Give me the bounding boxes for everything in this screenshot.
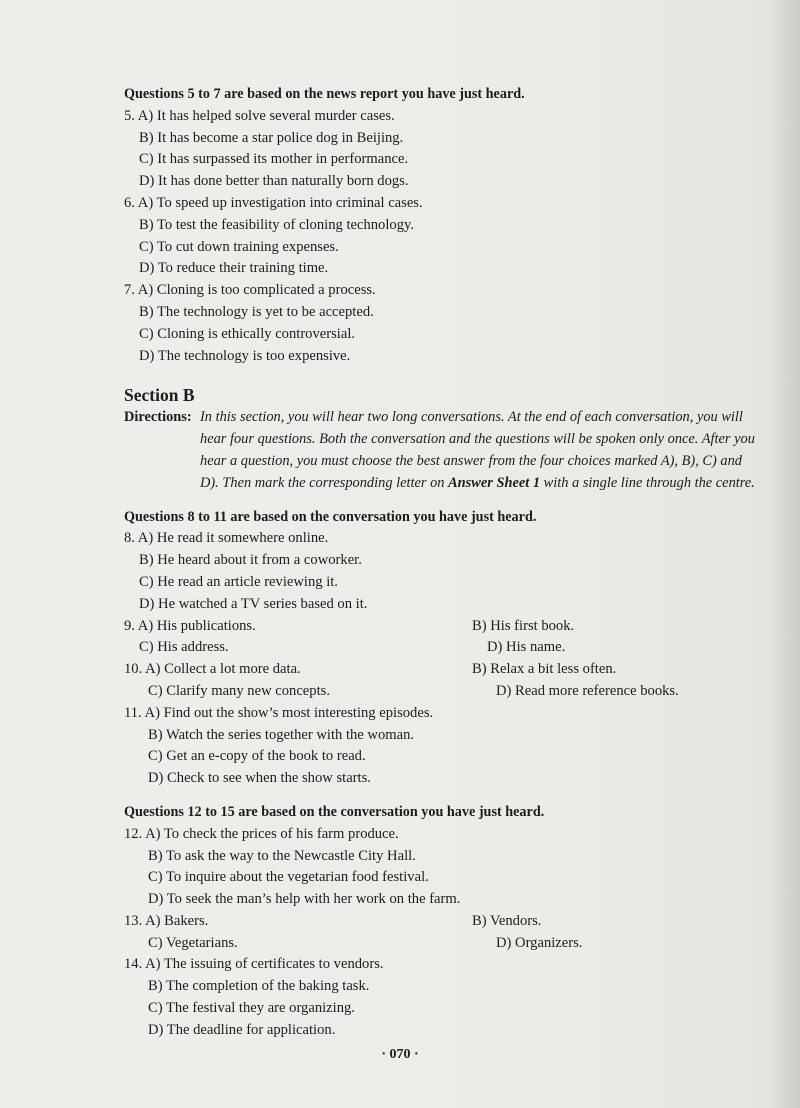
q13-option-d: D) Organizers. — [496, 934, 583, 951]
q14-option-b: B) The completion of the baking task. — [148, 978, 370, 995]
q11-option-d: D) Check to see when the show starts. — [148, 770, 371, 787]
q5-option-d: D) It has done better than naturally born dogs. — [139, 173, 409, 190]
q5-option-c: C) It has surpassed its mother in performance. — [139, 151, 409, 168]
q10-option-b: B) Relax a bit less often. — [472, 661, 617, 678]
q11-option-c: C) Get an e-copy of the book to read. — [148, 748, 366, 765]
page-number: · 070 · — [381, 1047, 419, 1062]
answer-sheet-ref: Answer Sheet 1 — [448, 474, 541, 491]
q11-option-a: 11. A) Find out the show’s most interesting episodes. — [124, 704, 434, 721]
q9-option-d: D) His name. — [487, 639, 566, 656]
q13-option-c: C) Vegetarians. — [148, 934, 238, 951]
q5-option-b: B) It has become a star police dog in Beijing. — [139, 129, 404, 146]
q9-option-b: B) His first book. — [472, 617, 575, 634]
directions-line-3: hear a question, you must choose the best answer from the four choices marked A), B), C) and — [200, 452, 742, 469]
directions-line-2: hear four questions. Both the conversation and the questions will be spoken only once. After you — [200, 431, 755, 448]
q13-option-a: 13. A) Bakers. — [124, 912, 209, 929]
q9-option-c: C) His address. — [139, 639, 229, 656]
q13-row-2 — [124, 933, 784, 955]
q8-option-b: B) He heard about it from a coworker. — [139, 552, 362, 569]
q12-option-d: D) To seek the man’s help with her work on the farm. — [148, 891, 461, 908]
directions-line-4-post: with a single line through the centre. — [540, 474, 755, 491]
q6-option-c: C) To cut down training expenses. — [139, 238, 339, 255]
page-content — [124, 84, 784, 1042]
section-b-directions — [124, 407, 784, 494]
q13-option-b: B) Vendors. — [472, 912, 542, 929]
directions-line-4 — [200, 473, 784, 495]
q10-option-c: C) Clarify many new concepts. — [148, 682, 330, 699]
q7-option-c: C) Cloning is ethically controversial. — [139, 325, 356, 342]
q12-option-c: C) To inquire about the vegetarian food festival. — [148, 869, 429, 886]
section-b-title: Section B — [124, 385, 195, 406]
directions-line-4-pre: D). Then mark the corresponding letter on — [200, 474, 449, 491]
q10-option-d: D) Read more reference books. — [496, 682, 679, 699]
q9-option-a: 9. A) His publications. — [124, 617, 256, 634]
q8-option-a: 8. A) He read it somewhere online. — [124, 530, 329, 547]
q11-option-b: B) Watch the series together with the woman. — [148, 726, 415, 743]
directions-text — [124, 407, 784, 494]
q6-option-d: D) To reduce their training time. — [139, 260, 329, 277]
q8-option-d: D) He watched a TV series based on it. — [139, 595, 368, 612]
q12-option-b: B) To ask the way to the Newcastle City Hall. — [148, 847, 416, 864]
q5-option-a: 5. A) It has helped solve several murder cases. — [124, 107, 395, 124]
questions-12-15-heading: Questions 12 to 15 are based on the conversation you have just heard. — [124, 803, 545, 820]
q9-row-2 — [124, 637, 784, 659]
q10-option-a: 10. A) Collect a lot more data. — [124, 661, 301, 678]
q8-option-c: C) He read an article reviewing it. — [139, 573, 338, 590]
directions-line-1: In this section, you will hear two long conversations. At the end of each conversation, you will — [200, 409, 743, 426]
q12-option-a: 12. A) To check the prices of his farm produce. — [124, 825, 399, 842]
q14-option-a: 14. A) The issuing of certificates to vendors. — [124, 956, 384, 973]
q7-option-a: 7. A) Cloning is too complicated a process. — [124, 282, 376, 299]
q7-option-d: D) The technology is too expensive. — [139, 347, 351, 364]
q6-option-a: 6. A) To speed up investigation into criminal cases. — [124, 194, 423, 211]
q13-row-1 — [124, 911, 784, 933]
questions-5-7-heading: Questions 5 to 7 are based on the news report you have just heard. — [124, 86, 525, 102]
q7-option-b: B) The technology is yet to be accepted. — [139, 303, 374, 320]
questions-8-11-heading: Questions 8 to 11 are based on the conversation you have just heard. — [124, 508, 537, 525]
directions-label: Directions: — [124, 409, 192, 426]
q14-option-c: C) The festival they are organizing. — [148, 1000, 355, 1017]
q10-row-1 — [124, 659, 784, 681]
q9-row-1 — [124, 616, 784, 638]
q10-row-2 — [124, 681, 784, 703]
q14-option-d: D) The deadline for application. — [148, 1021, 336, 1038]
q6-option-b: B) To test the feasibility of cloning technology. — [139, 216, 414, 233]
